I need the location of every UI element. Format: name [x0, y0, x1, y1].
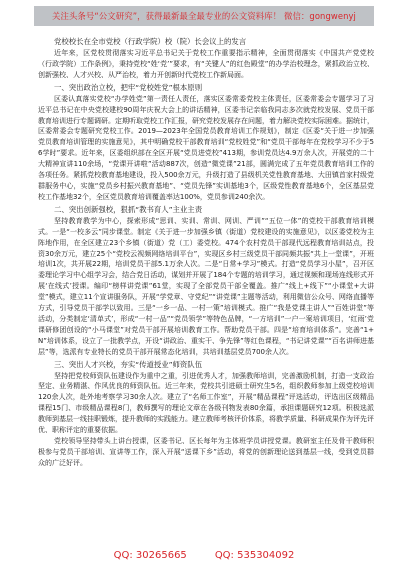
qq-contact-1	[114, 550, 187, 561]
paragraph: 党校领导坚持带头上讲台授课，区委书记、区长每年为主体班学员讲授党课。教研室主任及骨干教师积极参与党员干部培训、宣讲等工作，深入开展“送课下乡”活动，将党的创新理论送到基层一线，受到党员群众的广泛好评。	[38, 437, 374, 467]
qq-label-1: QQ: 30265665	[113, 549, 187, 561]
contact-footer	[0, 540, 408, 570]
document-body	[38, 36, 374, 469]
paragraph: 区委认真落实党校“办学姓党”第一责任人责任，落实区委常委党校主体责任，区委常委会专题学习了习近平总书记在中央党校建校90周年庆祝大会上的讲话精神，区委书记亲临我同志多次就党校发展、党员干部教育培训进行专题调研。定期听取党校工作汇报，研究党校发展存在问题，着力解决党校实际困难。据统计，区委常委会专题研究党校工作。2019—2023年全国党员教育培训工作规划》，制定《区委“关于进一步加强党员教育培训管理的实施意见》，其中明确党校干部教育培训“党校姓党”和“党员干部每年在党校学习不少于56学时”要求。近年来，区委组织部在全区开展“党员进党校”413期，参训党员达4.9万余人次，开展党的二十大精神宣讲110余场，“党课开讲啦”活动887次，创造“微党课”21部，圆满完成了五年党员教育培训工作的各项任务。紧抓党校教育基地建设，投入500余万元，升级打造了县级机关党性教育基地、大田镇首家村级党群服务中心，实施“党员乡村振兴教育基地”、“党员先锋”实训基地3个，区级党性教育基地6个，全区基层党校工作基地32个，全区党员教育培训覆盖率达100%，党员参训240余次。	[38, 94, 374, 201]
paragraph: 近年来，区党校贯彻落实习近平总书记关于党校工作重要指示精神，全面贯彻落实《中国共产党党校（行政学院）工作条例》，秉持党校“姓‘党’”要求，有“关键人”的红色殿堂”的办学治校理念，紧抓政治立校、创新强校、人才兴校、从严治校，着力开创新时代党校工作新局面。	[38, 49, 374, 79]
document-title: 党校校长在全市党校（行政学院）校（院）长会议上的发言	[54, 37, 247, 46]
section-heading: 三、突出人才兴校，夯实“传道授业”师资队伍	[54, 359, 203, 369]
qq-label-2: QQ: 535304092	[214, 549, 295, 561]
qq-contact-2	[215, 550, 295, 561]
paragraph: 坚持教育教学为中心，探索形成“思训、实训、常训、网训、严训”“五位一体”的党校干部教育培训模式。一是“一校多云”同步课堂。制定《关于进一步加强乡镇（街道）党校建设的实施意见》，以区委党校为主阵地作用，在全区建立23个乡镇（街道）党（工）委党校。474个农村党员干部现代远程教育培训站点，投资30余万元，建立25个“党校云视频网络培训平台”，实现区乡村三级党员干部同频共振“共上一堂课”，开班培训1次，共开展22期，培训党员干部5.1万余人次。二是“日常+学习”模式。打造“党员学习小屋”，召开区委理论学习中心组学习会，结合党日活动，谋划并开展了184个专题的培训学习，通过视频和现场连线形式开展‘在线式’授课。编印“榜样讲党课”61堂，实现了全部党员干部全覆盖。推广“线上+线下”“小课堂+大讲堂”模式，建立11个宣讲服务队，开展“学党章、守党纪”“讲党课”主题等活动，利用微信公众号、网络直播等方式，引导党员干部学以致用。三是“一乡一品、一村一策”培训模式。推广“我是党课主讲人”“百姓讲堂”等活动，分类制定‘清单式’，形成“一村一品”“党员领学”等特色品牌，“一方培训”一户一案培训项目，‘红雨’党课研修团创设的“小马课堂”对党员干部开展培训教育工作。帮助党员干部。四是“培育培训体系”。完善“1+N”培训体系，设立了一批教学点，开设“讲政治、重实干、争先锋”等红色课程，“书记讲党课”“百名讲师进基层”等，选派有专业特长的党员干部开展常态化培训，共培训基层党员700余人次。	[38, 216, 374, 356]
document-content	[38, 48, 374, 469]
section-heading: 二、突出创新强校，狠抓“教书育人”主业主责	[54, 204, 203, 214]
paragraph: 坚持把党校师资队伍建设作为重中之重，引进优秀人才，加强教师培训，完善激励机制，打造一支政治坚定、业务精湛、作风优良的师资队伍。近三年来，党校共引进硕士研究生5名，组织教师参加上级党校培训120余人次，赴外地考察学习30余人次。建立了“名师工作室”，开展“精品课程”评选活动，评选出区级精品课程15门、市级精品课程8门，教师撰写的理论文章在各级刊物发表80余篇，承担课题研究12项。积极选派教师到基层一线挂职锻炼，提升教师的实践能力。建立教师考核评价体系，将教学质量、科研成果作为评先评优、职称评定的重要依据。	[38, 371, 374, 435]
section-heading: 一、突出政治立校，把牢“党校姓党”根本原则	[54, 82, 203, 92]
top-banner: 关注头条号“公文研究”，获得最新最全最专业的公文资料库！ 微信：gongwenyj	[34, 6, 374, 26]
